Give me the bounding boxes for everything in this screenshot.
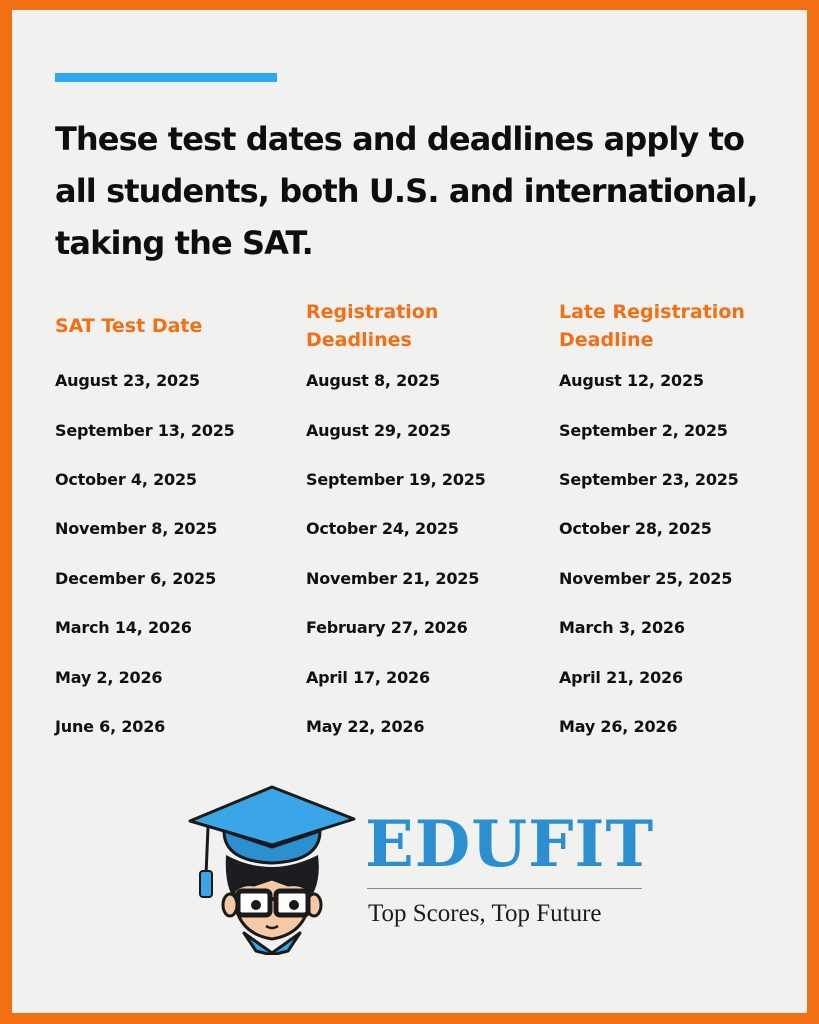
date-cell: May 2, 2026: [55, 667, 163, 687]
date-cell: February 27, 2026: [306, 618, 468, 638]
date-cell: August 12, 2025: [559, 371, 704, 391]
brand-divider: [367, 888, 642, 889]
accent-bar: [55, 73, 277, 82]
date-cell: June 6, 2026: [55, 716, 166, 736]
date-cell: May 22, 2026: [306, 716, 425, 736]
date-cell: October 28, 2025: [559, 519, 712, 539]
date-cell: December 6, 2025: [55, 568, 217, 588]
date-cell: October 4, 2025: [55, 469, 197, 489]
column-sat-test-date: [55, 296, 295, 751]
dates-table: [12, 296, 807, 736]
date-cell: April 21, 2026: [559, 667, 683, 687]
column-late-registration-deadline: [559, 296, 799, 751]
date-cell: April 17, 2026: [306, 667, 430, 687]
date-cell: March 14, 2026: [55, 618, 192, 638]
date-cell: November 21, 2025: [306, 568, 480, 588]
date-cell: September 2, 2025: [559, 420, 728, 440]
brand-tagline: Top Scores, Top Future: [368, 900, 602, 927]
date-cell: September 19, 2025: [306, 469, 486, 489]
date-cell: November 8, 2025: [55, 519, 218, 539]
column-header: Registration Deadlines: [306, 301, 439, 351]
date-cell: September 23, 2025: [559, 469, 739, 489]
date-cell: May 26, 2026: [559, 716, 678, 736]
column-registration-deadlines: [306, 296, 546, 751]
date-cell: August 23, 2025: [55, 371, 200, 391]
date-cell: November 25, 2025: [559, 568, 733, 588]
date-cell: August 29, 2025: [306, 420, 451, 440]
graduate-mascot-icon: [184, 783, 360, 955]
date-cell: October 24, 2025: [306, 519, 459, 539]
poster-card: [12, 10, 807, 1013]
date-cell: August 8, 2025: [306, 371, 440, 391]
headline: These test dates and deadlines apply to all students, both U.S. and international, taking the SAT.: [55, 120, 758, 262]
column-header: Late Registration Deadline: [559, 301, 745, 351]
date-cell: March 3, 2026: [559, 618, 685, 638]
column-header: SAT Test Date: [55, 315, 203, 337]
date-cell: September 13, 2025: [55, 420, 235, 440]
brand-name: EDUFIT: [365, 807, 655, 882]
